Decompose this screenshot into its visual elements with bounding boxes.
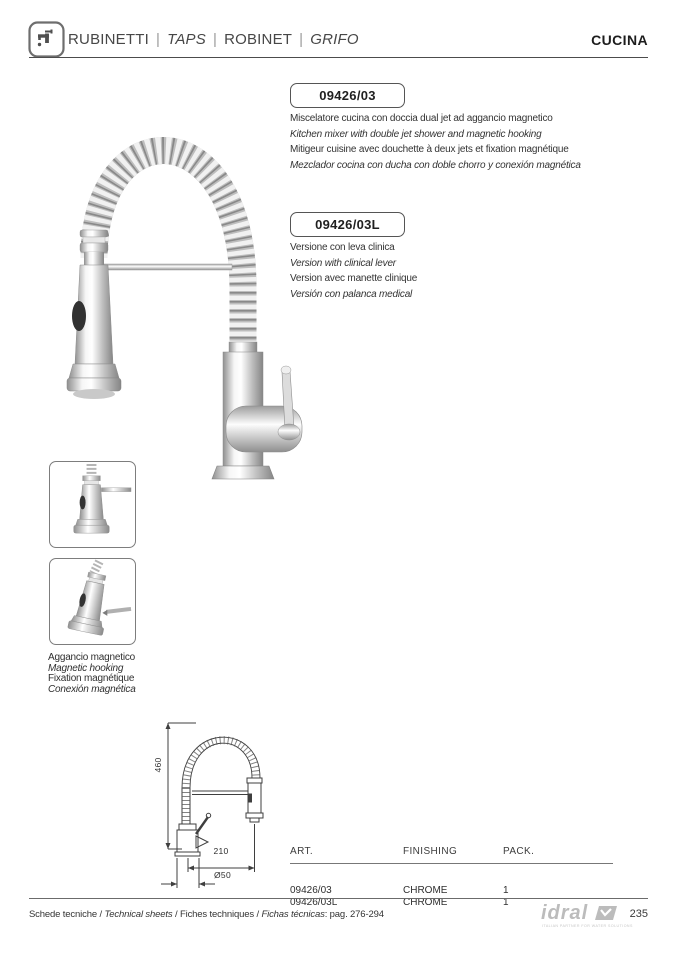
caption-line-fr: Fixation magnétique <box>48 673 135 685</box>
shower-button <box>72 301 86 331</box>
desc-line-it: Versione con leva clinica <box>290 242 395 253</box>
desc-line-es: Mezclador cocina con ducha con doble chorro y conexión magnética <box>290 160 581 172</box>
feature-caption <box>48 653 136 695</box>
dimension-base-diameter: Ø50 <box>214 870 231 880</box>
col-pack: PACK. <box>503 846 535 857</box>
title-separator: | <box>299 31 304 48</box>
cell-finishing: CHROME <box>403 897 448 908</box>
note-it: Schede tecniche / <box>29 909 105 920</box>
magnet-bar <box>101 488 131 492</box>
desc-line-es: Versión con palanca medical <box>290 289 413 301</box>
brand-mark-icon <box>595 905 617 926</box>
support-bar <box>104 264 232 270</box>
page-number: 235 <box>629 908 648 920</box>
title-category-it: RUBINETTI <box>68 31 149 48</box>
caption-line-it: Aggancio magnetico <box>48 652 136 663</box>
dimension-height: 460 <box>153 757 163 773</box>
title-separator: | <box>155 31 161 48</box>
technical-drawing <box>148 712 288 897</box>
desc-line-it: Miscelatore cucina con doccia dual jet ad aggancio magnetico <box>290 113 553 124</box>
title-category-en: TAPS <box>167 31 206 48</box>
caption-line-es: Conexión magnética <box>48 683 136 695</box>
product-photo <box>40 88 310 480</box>
caption-line-en: Magnetic hooking <box>48 662 124 674</box>
magnet-bar <box>106 609 131 612</box>
col-art: ART. <box>290 846 314 857</box>
note-en: Technical sheets <box>104 909 173 920</box>
header-rule <box>29 57 648 58</box>
title-separator: | <box>212 31 218 48</box>
faucet-body <box>212 342 302 479</box>
title-category-fr: ROBINET <box>224 31 293 48</box>
product-description-1 <box>290 111 581 174</box>
footer-note <box>29 909 384 920</box>
brand-tagline: ITALIAN PARTNER FOR WATER SOLUTIONS <box>542 924 633 928</box>
cell-finishing: CHROME <box>403 885 448 896</box>
faucet-base <box>212 466 274 479</box>
brand-logo <box>541 902 633 929</box>
detail-thumbnail-detached <box>49 558 136 645</box>
tap-icon <box>28 21 65 58</box>
footer-rule <box>29 898 648 899</box>
table-header-rule <box>290 863 613 864</box>
cell-art: 09426/03 <box>290 885 332 896</box>
table-row <box>290 885 615 896</box>
spec-table-header <box>290 846 615 862</box>
note-es: Fichas técnicas <box>261 909 325 920</box>
brand-name: idral <box>541 902 589 924</box>
desc-line-en: Version with clinical lever <box>290 257 396 269</box>
product-description-2 <box>290 240 417 303</box>
desc-line-fr: Mitigeur cuisine avec douchette à deux jets et fixation magnétique <box>290 144 569 156</box>
cell-art: 09426/03L <box>290 897 338 908</box>
product-code-2: 09426/03L <box>290 212 405 237</box>
col-finishing: FINISHING <box>403 846 458 857</box>
desc-line-en: Kitchen mixer with double jet shower and magnetic hooking <box>290 128 542 140</box>
hand-shower <box>67 230 121 399</box>
detail-thumbnail-hooked <box>49 461 136 548</box>
section-label: CUCINA <box>591 32 648 48</box>
title-category-es: GRIFO <box>310 31 359 48</box>
cell-pack: 1 <box>503 897 509 908</box>
cell-pack: 1 <box>503 885 509 896</box>
dimension-projection: 210 <box>213 846 229 856</box>
page-title <box>68 31 359 48</box>
spec-table <box>290 846 615 908</box>
spring-hose <box>94 150 243 348</box>
note-fr: / Fiches techniques / <box>172 909 262 920</box>
desc-line-fr: Version avec manette clinique <box>290 273 418 285</box>
note-pages: : pag. 276-294 <box>324 909 384 920</box>
product-code-1: 09426/03 <box>290 83 405 108</box>
